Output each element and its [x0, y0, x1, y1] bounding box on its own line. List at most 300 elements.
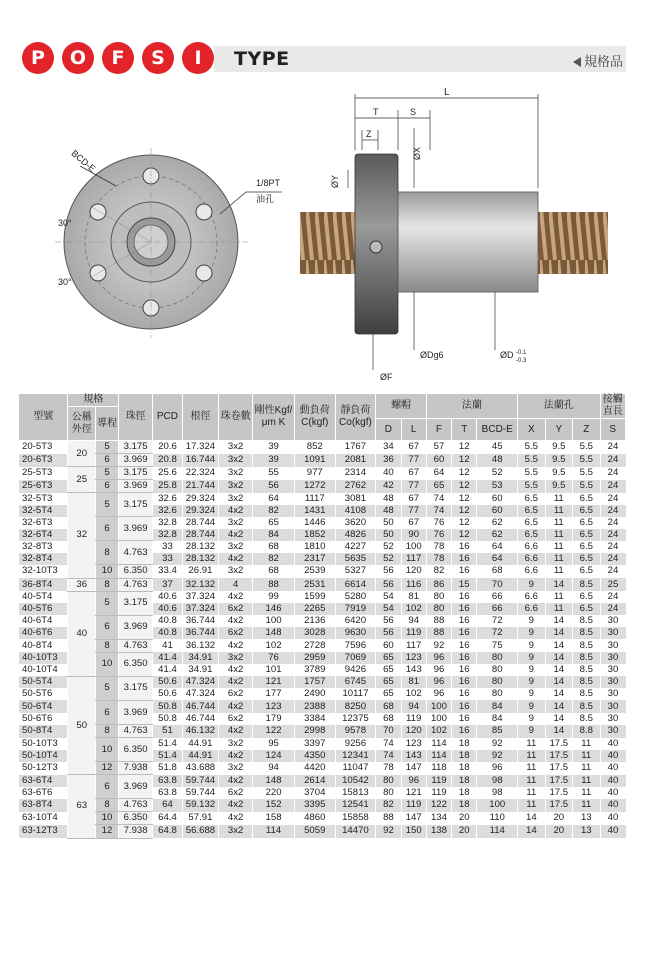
value-cell: 18: [452, 775, 477, 787]
value-cell: 50.8: [153, 700, 183, 712]
value-cell: 3789: [294, 664, 335, 676]
standard-label: 規格品: [583, 54, 623, 69]
ball-cell: 7.938: [119, 825, 153, 838]
value-cell: 30: [600, 652, 625, 664]
value-cell: 82: [376, 799, 401, 812]
oil-hole-sub-label: 油孔: [256, 194, 275, 204]
value-cell: 6.6: [518, 553, 545, 565]
dim-Y-label: ØY: [330, 174, 340, 188]
value-cell: 16: [452, 639, 477, 652]
lead-cell: 6: [95, 700, 118, 724]
col-nut: 螺帽: [376, 394, 427, 419]
value-cell: 80: [477, 676, 518, 688]
value-cell: 13: [573, 812, 600, 825]
value-cell: 6x2: [219, 603, 253, 615]
bcd-label: BCD-E: [69, 148, 98, 174]
value-cell: 100: [253, 615, 295, 627]
value-cell: 65: [253, 517, 295, 529]
value-cell: 15858: [335, 812, 376, 825]
value-cell: 4x2: [219, 505, 253, 517]
value-cell: 100: [426, 700, 451, 712]
table-row: [19, 775, 626, 787]
table-row: [19, 591, 626, 603]
value-cell: 5.5: [573, 454, 600, 467]
col-fix-len: 接觸直長: [600, 394, 625, 419]
col-root: 根徑: [182, 394, 218, 441]
value-cell: 68: [376, 713, 401, 725]
value-cell: 4x2: [219, 775, 253, 787]
value-cell: 72: [477, 615, 518, 627]
value-cell: 56: [376, 578, 401, 591]
model-cell: 40-10T4: [19, 664, 68, 676]
logo-letter-i: I: [182, 42, 214, 74]
value-cell: 65: [376, 664, 401, 676]
value-cell: 14: [545, 700, 572, 712]
value-cell: 3x2: [219, 565, 253, 578]
model-cell: 40-10T3: [19, 652, 68, 664]
value-cell: 852: [294, 441, 335, 454]
model-cell: 20-5T3: [19, 441, 68, 454]
lead-cell: 6: [95, 775, 118, 799]
value-cell: 3x2: [219, 454, 253, 467]
value-cell: 123: [253, 700, 295, 712]
model-cell: 20-6T3: [19, 454, 68, 467]
value-cell: 40: [600, 812, 625, 825]
value-cell: 12341: [335, 750, 376, 762]
value-cell: 51.8: [153, 762, 183, 775]
lead-cell: 5: [95, 676, 118, 700]
value-cell: 3384: [294, 713, 335, 725]
table-row: [19, 467, 626, 480]
value-cell: 74: [376, 750, 401, 762]
value-cell: 2531: [294, 578, 335, 591]
value-cell: 13: [573, 825, 600, 838]
dim-Z-label: Z: [366, 129, 372, 139]
col-nominal: 公稱外徑: [68, 407, 95, 441]
value-cell: 66: [477, 603, 518, 615]
oil-hole-label: 1/8PT: [256, 178, 281, 188]
value-cell: 24: [600, 493, 625, 505]
ball-cell: 3.175: [119, 493, 153, 517]
value-cell: 56: [376, 565, 401, 578]
ball-cell: 3.175: [119, 676, 153, 700]
value-cell: 24: [600, 454, 625, 467]
value-cell: 67: [401, 517, 426, 529]
value-cell: 3x2: [219, 825, 253, 838]
value-cell: 3x2: [219, 467, 253, 480]
lead-cell: 6: [95, 517, 118, 541]
value-cell: 51.4: [153, 750, 183, 762]
dim-D-tol-bottom: -0.3: [516, 358, 527, 364]
value-cell: 2388: [294, 700, 335, 712]
value-cell: 148: [253, 627, 295, 639]
ball-cell: 6.350: [119, 738, 153, 762]
model-cell: 50-6T6: [19, 713, 68, 725]
value-cell: 134: [426, 812, 451, 825]
value-cell: 121: [253, 676, 295, 688]
value-cell: 80: [376, 787, 401, 799]
value-cell: 121: [401, 787, 426, 799]
value-cell: 4420: [294, 762, 335, 775]
value-cell: 80: [376, 775, 401, 787]
value-cell: 64: [426, 467, 451, 480]
table-row: [19, 565, 626, 578]
lead-cell: 10: [95, 652, 118, 676]
value-cell: 45: [477, 441, 518, 454]
value-cell: 6.5: [573, 553, 600, 565]
value-cell: 124: [253, 750, 295, 762]
value-cell: 32.8: [153, 529, 183, 541]
value-cell: 119: [401, 713, 426, 725]
nominal-cell: 32: [68, 493, 95, 578]
value-cell: 88: [426, 615, 451, 627]
model-cell: 50-10T4: [19, 750, 68, 762]
lead-cell: 5: [95, 467, 118, 480]
value-cell: 64: [477, 553, 518, 565]
value-cell: 16: [452, 652, 477, 664]
value-cell: 1852: [294, 529, 335, 541]
angle-bottom-label: 30°: [58, 277, 72, 287]
value-cell: 16: [452, 713, 477, 725]
value-cell: 15813: [335, 787, 376, 799]
value-cell: 11: [518, 799, 545, 812]
value-cell: 64.8: [153, 825, 183, 838]
value-cell: 3x2: [219, 480, 253, 493]
dim-T-label: T: [373, 107, 379, 117]
value-cell: 11: [518, 738, 545, 750]
value-cell: 20.6: [153, 441, 183, 454]
model-cell: 25-6T3: [19, 480, 68, 493]
value-cell: 11: [573, 762, 600, 775]
value-cell: 5059: [294, 825, 335, 838]
value-cell: 18: [452, 750, 477, 762]
standard-link[interactable]: [573, 51, 623, 70]
value-cell: 30: [600, 664, 625, 676]
col-lead: 導程: [95, 407, 118, 441]
value-cell: 28.132: [182, 541, 218, 553]
value-cell: 6745: [335, 676, 376, 688]
value-cell: 114: [426, 750, 451, 762]
value-cell: 9: [518, 627, 545, 639]
value-cell: 11: [545, 603, 572, 615]
value-cell: 96: [401, 775, 426, 787]
value-cell: 9.5: [545, 441, 572, 454]
lead-cell: 5: [95, 591, 118, 615]
lead-cell: 6: [95, 480, 118, 493]
value-cell: 8.5: [573, 713, 600, 725]
table-row: [19, 799, 626, 812]
value-cell: 5.5: [573, 441, 600, 454]
nominal-cell: 63: [68, 775, 95, 838]
value-cell: 30: [600, 688, 625, 700]
value-cell: 88: [426, 627, 451, 639]
value-cell: 18: [452, 762, 477, 775]
col-F: F: [426, 419, 451, 441]
value-cell: 147: [401, 762, 426, 775]
value-cell: 152: [253, 799, 295, 812]
value-cell: 147: [401, 812, 426, 825]
model-cell: 32-10T3: [19, 565, 68, 578]
value-cell: 40: [376, 467, 401, 480]
screw-shaft-right: [536, 212, 608, 274]
value-cell: 33: [153, 541, 183, 553]
lead-cell: 8: [95, 725, 118, 738]
value-cell: 9: [518, 700, 545, 712]
value-cell: 96: [426, 676, 451, 688]
value-cell: 16: [452, 591, 477, 603]
lead-cell: 10: [95, 565, 118, 578]
value-cell: 63.8: [153, 787, 183, 799]
value-cell: 52: [477, 467, 518, 480]
value-cell: 60: [477, 493, 518, 505]
value-cell: 34.91: [182, 652, 218, 664]
value-cell: 4: [219, 578, 253, 591]
value-cell: 84: [477, 700, 518, 712]
value-cell: 11: [545, 517, 572, 529]
value-cell: 2959: [294, 652, 335, 664]
value-cell: 20.8: [153, 454, 183, 467]
value-cell: 4227: [335, 541, 376, 553]
value-cell: 56: [253, 480, 295, 493]
value-cell: 32.6: [153, 493, 183, 505]
value-cell: 37: [153, 578, 183, 591]
ball-cell: 7.938: [119, 762, 153, 775]
value-cell: 11: [545, 565, 572, 578]
value-cell: 36.132: [182, 639, 218, 652]
value-cell: 70: [477, 578, 518, 591]
value-cell: 100: [401, 541, 426, 553]
dim-D-label: ØD: [500, 350, 514, 360]
value-cell: 65: [376, 688, 401, 700]
lead-cell: 6: [95, 615, 118, 639]
lead-cell: 8: [95, 541, 118, 565]
value-cell: 14: [545, 713, 572, 725]
value-cell: 60: [426, 454, 451, 467]
value-cell: 56: [376, 615, 401, 627]
value-cell: 8.5: [573, 688, 600, 700]
value-cell: 48: [376, 493, 401, 505]
value-cell: 40.6: [153, 591, 183, 603]
value-cell: 57: [426, 441, 451, 454]
value-cell: 116: [401, 578, 426, 591]
value-cell: 44.91: [182, 738, 218, 750]
value-cell: 65: [376, 652, 401, 664]
lead-cell: 8: [95, 639, 118, 652]
value-cell: 977: [294, 467, 335, 480]
value-cell: 100: [477, 799, 518, 812]
value-cell: 16: [452, 700, 477, 712]
ball-cell: 3.175: [119, 441, 153, 454]
value-cell: 68: [253, 565, 295, 578]
value-cell: 8.5: [573, 578, 600, 591]
model-cell: 50-6T4: [19, 700, 68, 712]
value-cell: 20: [545, 812, 572, 825]
dim-S-label: S: [410, 107, 417, 117]
model-cell: 63-6T4: [19, 775, 68, 787]
value-cell: 46.744: [182, 713, 218, 725]
value-cell: 6x2: [219, 787, 253, 799]
ball-cell: 6.350: [119, 565, 153, 578]
value-cell: 24: [600, 591, 625, 603]
value-cell: 16: [452, 676, 477, 688]
model-cell: 32-6T3: [19, 517, 68, 529]
value-cell: 9578: [335, 725, 376, 738]
value-cell: 10117: [335, 688, 376, 700]
value-cell: 16: [452, 627, 477, 639]
value-cell: 37.324: [182, 591, 218, 603]
value-cell: 123: [401, 652, 426, 664]
value-cell: 9: [518, 688, 545, 700]
value-cell: 114: [477, 825, 518, 838]
value-cell: 119: [426, 775, 451, 787]
value-cell: 11047: [335, 762, 376, 775]
col-dyn: 動負荷C(kgf): [294, 394, 335, 441]
dim-Dg6-label: ØDg6: [420, 350, 444, 360]
value-cell: 17.324: [182, 441, 218, 454]
ball-cell: 4.763: [119, 799, 153, 812]
value-cell: 1272: [294, 480, 335, 493]
table-row: [19, 639, 626, 652]
value-cell: 39: [253, 454, 295, 467]
model-cell: 63-8T4: [19, 799, 68, 812]
value-cell: 59.132: [182, 799, 218, 812]
value-cell: 78: [376, 762, 401, 775]
lead-cell: 12: [95, 825, 118, 838]
value-cell: 11: [545, 529, 572, 541]
col-BCD: BCD-E: [477, 419, 518, 441]
value-cell: 24: [600, 480, 625, 493]
value-cell: 68: [253, 541, 295, 553]
model-cell: 40-5T4: [19, 591, 68, 603]
value-cell: 14: [518, 825, 545, 838]
value-cell: 74: [426, 493, 451, 505]
nominal-cell: 25: [68, 467, 95, 493]
value-cell: 4x2: [219, 676, 253, 688]
value-cell: 74: [426, 505, 451, 517]
value-cell: 99: [253, 591, 295, 603]
value-cell: 82: [426, 565, 451, 578]
value-cell: 25.8: [153, 480, 183, 493]
value-cell: 120: [401, 565, 426, 578]
bolt-hole: [196, 204, 212, 220]
value-cell: 20: [452, 825, 477, 838]
value-cell: 14470: [335, 825, 376, 838]
value-cell: 24: [600, 467, 625, 480]
value-cell: 16: [452, 553, 477, 565]
value-cell: 6.5: [573, 603, 600, 615]
dim-X-label: ØX: [412, 146, 422, 160]
value-cell: 24: [600, 565, 625, 578]
value-cell: 122: [253, 725, 295, 738]
value-cell: 25: [600, 578, 625, 591]
ball-cell: 3.175: [119, 591, 153, 615]
col-T: T: [452, 419, 477, 441]
value-cell: 40: [600, 825, 625, 838]
value-cell: 14: [545, 639, 572, 652]
value-cell: 102: [253, 639, 295, 652]
value-cell: 77: [401, 480, 426, 493]
value-cell: 5280: [335, 591, 376, 603]
value-cell: 6614: [335, 578, 376, 591]
value-cell: 14: [545, 676, 572, 688]
value-cell: 16: [452, 688, 477, 700]
value-cell: 12: [452, 467, 477, 480]
value-cell: 3397: [294, 738, 335, 750]
model-cell: 40-8T4: [19, 639, 68, 652]
value-cell: 92: [426, 639, 451, 652]
value-cell: 5.5: [518, 441, 545, 454]
value-cell: 4x2: [219, 615, 253, 627]
col-sta: 靜負荷Co(kgf): [335, 394, 376, 441]
value-cell: 8.5: [573, 627, 600, 639]
value-cell: 4x2: [219, 553, 253, 565]
col-rigidity: 剛性Kgf/μm K: [253, 394, 295, 441]
value-cell: 34: [376, 441, 401, 454]
value-cell: 4108: [335, 505, 376, 517]
value-cell: 67: [401, 441, 426, 454]
value-cell: 102: [426, 725, 451, 738]
value-cell: 100: [426, 713, 451, 725]
value-cell: 9.5: [545, 454, 572, 467]
ball-cell: 3.969: [119, 700, 153, 724]
value-cell: 2317: [294, 553, 335, 565]
model-cell: 40-6T4: [19, 615, 68, 627]
value-cell: 16: [452, 664, 477, 676]
value-cell: 41.4: [153, 652, 183, 664]
value-cell: 30: [600, 725, 625, 738]
value-cell: 82: [253, 505, 295, 517]
value-cell: 12: [452, 517, 477, 529]
value-cell: 9.5: [545, 467, 572, 480]
value-cell: 48: [477, 454, 518, 467]
value-cell: 86: [426, 578, 451, 591]
value-cell: 8.5: [573, 652, 600, 664]
value-cell: 138: [426, 825, 451, 838]
value-cell: 30: [600, 700, 625, 712]
value-cell: 84: [477, 713, 518, 725]
value-cell: 90: [401, 529, 426, 541]
value-cell: 56: [376, 627, 401, 639]
value-cell: 5.5: [573, 467, 600, 480]
value-cell: 80: [426, 591, 451, 603]
value-cell: 3704: [294, 787, 335, 799]
value-cell: 2081: [335, 454, 376, 467]
value-cell: 11: [518, 750, 545, 762]
value-cell: 50: [376, 517, 401, 529]
value-cell: 50.8: [153, 713, 183, 725]
value-cell: 143: [401, 750, 426, 762]
value-cell: 3028: [294, 627, 335, 639]
bolt-hole: [90, 204, 106, 220]
ball-cell: 6.350: [119, 812, 153, 825]
value-cell: 6.6: [518, 565, 545, 578]
value-cell: 60: [477, 505, 518, 517]
value-cell: 46.132: [182, 725, 218, 738]
ball-cell: 3.969: [119, 454, 153, 467]
value-cell: 66: [477, 591, 518, 603]
value-cell: 14: [545, 627, 572, 639]
value-cell: 39: [253, 441, 295, 454]
value-cell: 33: [153, 553, 183, 565]
value-cell: 40.6: [153, 603, 183, 615]
value-cell: 65: [376, 676, 401, 688]
table-row: [19, 762, 626, 775]
value-cell: 62: [477, 529, 518, 541]
ball-cell: 3.969: [119, 517, 153, 541]
value-cell: 68: [477, 565, 518, 578]
value-cell: 9256: [335, 738, 376, 750]
value-cell: 2614: [294, 775, 335, 787]
